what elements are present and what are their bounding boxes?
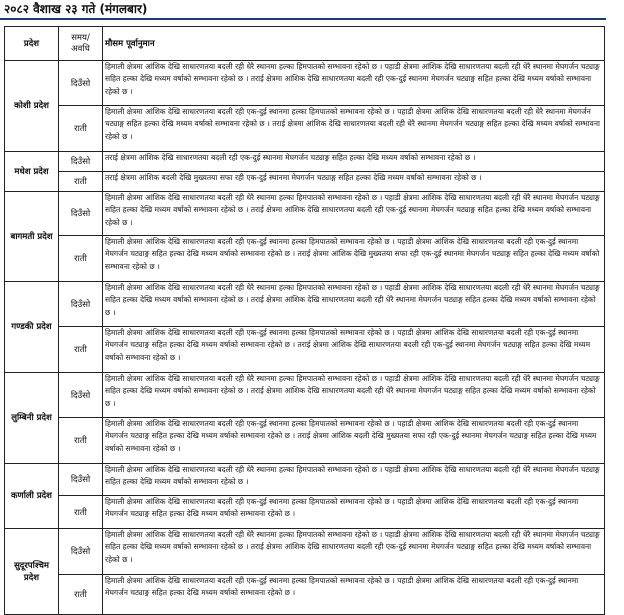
table-header-row <box>5 27 605 61</box>
time-cell: राती <box>59 575 103 615</box>
table-row <box>5 575 605 615</box>
time-cell: राती <box>59 418 103 464</box>
time-cell: दिउँसो <box>59 61 103 106</box>
forecast-text: हिमाली क्षेत्रमा आंशिक देखि साधारणतया बदली रही एक-दुई स्थानमा हल्का हिमपातको सम्भावना रहेको छ । पहाडी क्षेत्रमा आंशिक देखि साधारणतया बदली रही एक-दुई स्थानमा मेघगर्जन चट्याङ्ग सहित हल्का देखि मध्यम वर्षाको सम्भावना रहेको छ । <box>105 497 579 519</box>
province-cell: सुदूरपश्चिम प्रदेश <box>5 529 59 615</box>
time-cell: राती <box>59 106 103 152</box>
forecast-text: हिमाली क्षेत्रमा आंशिक देखि साधारणतया बदली रही धेरै स्थानमा हल्का हिमपातको सम्भावना रहेको छ । पहाडी क्षेत्रमा आंशिक देखि साधारणतया बदली रही धेरै स्थानमा मेघगर्जन चट्याङ्ग सहित हल्का देखि मध्यम वर्षाको सम्भावना रहेको छ । <box>105 465 600 487</box>
table-row <box>5 496 605 529</box>
forecast-cell <box>103 236 605 282</box>
province-cell: गण्डकी प्रदेश <box>5 282 59 373</box>
forecast-text: हिमाली क्षेत्रमा आंशिक देखि साधारणतया बदली रही धेरै स्थानमा हल्का हिमपातको सम्भावना रहेको छ । पहाडी क्षेत्रमा आंशिक देखि साधारणतया बदली रही धेरै स्थानमा मेघगर्जन चट्याङ्ग सहित हल्का देखि मध्यम वर्षाको सम्भावना रहेको छ । तराई क्षेत्रमा आंशिक देखि साधारणतया बदली रही धेरै स्थानमा मेघगर्जन चट्याङ्ग सहित हल्का देखि मध्यम वर्षाको सम्भावना रहेको छ । <box>105 283 600 317</box>
forecast-text: हिमाली क्षेत्रमा आंशिक देखि साधारणतया बदली रही धेरै स्थानमा हल्का हिमपातको सम्भावना रहेको छ । पहाडी क्षेत्रमा आंशिक देखि साधारणतया बदली रही धेरै स्थानमा मेघगर्जन चट्याङ्ग सहित हल्का देखि मध्यम वर्षाको सम्भावना रहेको छ । तराई क्षेत्रमा आंशिक देखि साधारणतया बदली रही एक-दुई स्थानमा मेघगर्जन चट्याङ्ग सहित हल्का देखि मध्यम वर्षाको सम्भावना रहेको छ । <box>105 193 600 227</box>
forecast-text: हिमाली क्षेत्रमा आंशिक देखि साधारणतया बदली रही धेरै स्थानमा हल्का हिमपातको सम्भावना रहेको छ । पहाडी क्षेत्रमा आंशिक देखि साधारणतया बदली रही धेरै स्थानमा मेघगर्जन चट्याङ्ग सहित हल्का देखि मध्यम वर्षाको सम्भावना रहेको छ । तराई क्षेत्रमा आंशिक देखि साधारणतया बदली रही एक-दुई स्थानमा मेघगर्जन चट्याङ्ग सहित हल्का देखि मध्यम वर्षाको सम्भावना रहेको छ । <box>105 530 600 564</box>
table-row <box>5 61 605 106</box>
forecast-cell <box>103 106 605 152</box>
forecast-cell <box>103 575 605 615</box>
forecast-cell <box>103 496 605 529</box>
province-cell: कोशी प्रदेश <box>5 61 59 152</box>
forecast-text: हिमाली क्षेत्रमा आंशिक देखि साधारणतया बदली रही एक-दुई स्थानमा हल्का हिमपातको सम्भावना रहेको छ । पहाडी क्षेत्रमा आंशिक देखि साधारणतया बदली रही एक-दुई स्थानमा मेघगर्जन चट्याङ्ग सहित हल्का देखि मध्यम वर्षाको सम्भावना रहेको छ । तराई क्षेत्रमा आंशिक देखि मुख्यतया सफा रही एक-दुई स्थानमा मेघगर्जन चट्याङ्ग सहित हल्का देखि मध्यम वर्षाको सम्भावना रहेको छ । <box>105 237 600 271</box>
forecast-cell <box>103 327 605 373</box>
table-row <box>5 373 605 418</box>
time-cell: राती <box>59 496 103 529</box>
forecast-cell <box>103 192 605 236</box>
forecast-cell <box>103 61 605 106</box>
table-row <box>5 418 605 464</box>
table-row <box>5 464 605 496</box>
date-heading: २०८२ वैशाख २३ गते (मंगलबार) <box>4 2 148 16</box>
forecast-cell <box>103 373 605 418</box>
time-cell: दिउँसो <box>59 192 103 236</box>
time-cell: राती <box>59 172 103 192</box>
column-header-time-line2: अवधि <box>71 43 90 54</box>
forecast-table <box>4 26 605 615</box>
forecast-text: तराई क्षेत्रमा आंशिक देखि साधारणतया बदली रही एक-दुई स्थानमा मेघगर्जन चट्याङ्ग सहित हल्का देखि मध्यम वर्षाको सम्भावना रहेको छ । <box>105 153 476 162</box>
province-cell: बागमती प्रदेश <box>5 192 59 282</box>
forecast-text: हिमाली क्षेत्रमा आंशिक देखि साधारणतया बदली रही एक-दुई स्थानमा हल्का हिमपातको सम्भावना रहेको छ । पहाडी क्षेत्रमा आंशिक देखि साधारणतया बदली रही एक-दुई स्थानमा मेघगर्जन चट्याङ्ग सहित हल्का देखि मध्यम वर्षाको सम्भावना रहेको छ । तराई क्षेत्रमा आंशिक बदली देखि मुख्यतया सफा रही एक-दुई स्थानमा मेघगर्जन चट्याङ्ग सहित हल्का देखि मध्यम वर्षाको सम्भावना रहेको छ । <box>105 419 597 453</box>
time-cell: दिउँसो <box>59 529 103 575</box>
forecast-cell <box>103 464 605 496</box>
column-header-province: प्रदेश <box>5 27 59 61</box>
heading-divider <box>0 18 606 20</box>
column-header-time <box>59 27 103 61</box>
forecast-text: हिमाली क्षेत्रमा आंशिक देखि साधारणतया बदली रही धेरै स्थानमा हल्का हिमपातको सम्भावना रहेको छ । पहाडी क्षेत्रमा आंशिक देखि साधारणतया बदली रही धेरै स्थानमा मेघगर्जन चट्याङ्ग सहित हल्का देखि मध्यम वर्षाको सम्भावना रहेको छ । तराई क्षेत्रमा आंशिक देखि साधारणतया बदली रही धेरै स्थानमा मेघगर्जन चट्याङ्ग सहित हल्का देखि मध्यम वर्षाको सम्भावना रहेको छ । <box>105 374 600 408</box>
forecast-text: हिमाली क्षेत्रमा आंशिक देखि साधारणतया बदली रही एक-दुई स्थानमा हल्का हिमपातको सम्भावना रहेको छ । पहाडी क्षेत्रमा आंशिक देखि साधारणतया बदली रही धेरै स्थानमा मेघगर्जन चट्याङ्ग सहित हल्का देखि मध्यम वर्षाको सम्भावना रहेको छ । तराई क्षेत्रमा आंशिक देखि साधारणतया बदली रही धेरै स्थानमा मेघगर्जन चट्याङ्ग सहित हल्का देखि मध्यम वर्षाको सम्भावना रहेको छ । <box>105 107 600 141</box>
table-row <box>5 172 605 192</box>
time-cell: राती <box>59 327 103 373</box>
forecast-cell <box>103 172 605 192</box>
forecast-cell <box>103 282 605 327</box>
column-header-forecast: मौसम पूर्वानुमान <box>103 27 605 61</box>
table-row <box>5 106 605 152</box>
table-row <box>5 192 605 236</box>
province-cell: लुम्बिनी प्रदेश <box>5 373 59 464</box>
forecast-text: तराई क्षेत्रमा आंशिक बदली देखि मुख्यतया सफा रही एक-दुई स्थानमा मेघगर्जन चट्याङ्ग सहित हल्का देखि मध्यम वर्षाको सम्भावना रहेको छ । <box>105 173 482 182</box>
time-cell: दिउँसो <box>59 464 103 496</box>
province-cell: मधेश प्रदेश <box>5 152 59 192</box>
forecast-text: हिमाली क्षेत्रमा आंशिक देखि साधारणतया बदली रही धेरै स्थानमा हल्का हिमपातको सम्भावना रहेको छ । पहाडी क्षेत्रमा आंशिक देखि साधारणतया बदली रही धेरै स्थानमा मेघगर्जन चट्याङ्ग सहित हल्का देखि मध्यम वर्षाको सम्भावना रहेको छ । तराई क्षेत्रमा आंशिक देखि साधारणतया बदली रही एक-दुई स्थानमा मेघगर्जन चट्याङ्ग सहित हल्का देखि मध्यम वर्षाको सम्भावना रहेको छ । <box>105 62 600 96</box>
forecast-text: हिमाली क्षेत्रमा आंशिक देखि साधारणतया बदली रही एक-दुई स्थानमा हल्का हिमपातको सम्भावना रहेको छ । पहाडी क्षेत्रमा आंशिक देखि साधारणतया बदली रही एक-दुई स्थानमा मेघगर्जन चट्याङ्ग सहित हल्का देखि मध्यम वर्षाको सम्भावना रहेको छ । <box>105 576 579 598</box>
time-cell: दिउँसो <box>59 152 103 172</box>
table-row <box>5 327 605 373</box>
time-cell: राती <box>59 236 103 282</box>
time-cell: दिउँसो <box>59 282 103 327</box>
table-row <box>5 529 605 575</box>
table-row <box>5 282 605 327</box>
province-cell: कर्णाली प्रदेश <box>5 464 59 529</box>
forecast-cell <box>103 152 605 172</box>
time-cell: दिउँसो <box>59 373 103 418</box>
column-header-time-line1: समय/ <box>71 32 90 43</box>
forecast-cell <box>103 418 605 464</box>
table-row <box>5 236 605 282</box>
forecast-text: हिमाली क्षेत्रमा आंशिक देखि साधारणतया बदली रही एक-दुई स्थानमा हल्का हिमपातको सम्भावना रहेको छ । पहाडी क्षेत्रमा आंशिक देखि साधारणतया बदली रही एक-दुई स्थानमा मेघगर्जन चट्याङ्ग सहित हल्का देखि मध्यम वर्षाको सम्भावना रहेको छ । तराई क्षेत्रमा आंशिक देखि साधारणतया बदली रही एक-दुई स्थानमा मेघगर्जन चट्याङ्ग सहित हल्का देखि मध्यम वर्षाको सम्भावना रहेको छ । <box>105 328 591 362</box>
forecast-cell <box>103 529 605 575</box>
table-row <box>5 152 605 172</box>
